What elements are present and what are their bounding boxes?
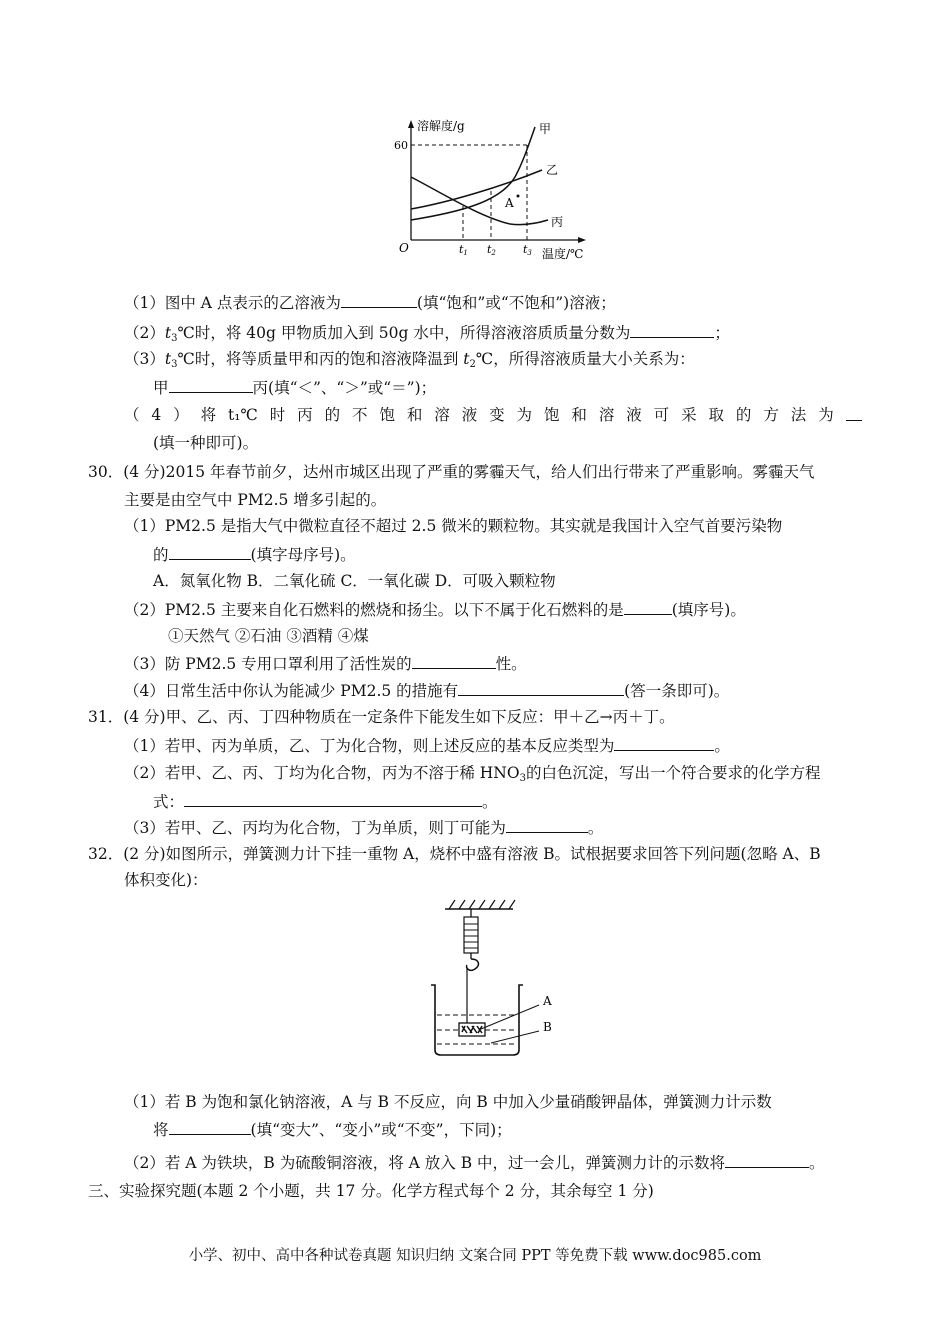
q29-part3: $(3)t_3℃$时，将等质量甲和丙的饱和溶液降温到 $t_2℃$，所得溶液质量大小关系为： xyxy=(124,350,695,370)
q30-part1a: （1）PM2.5 是指大气中微粒直径不超过 2.5 微米的颗粒物。其实就是我国计入空气首要污染物 xyxy=(124,517,783,535)
q30-options: A．氮氧化物 B．二氧化硫 C．一氧化碳 D．可吸入颗粒物 xyxy=(153,572,556,590)
solubility-graph xyxy=(390,112,610,264)
x-axis-arrow xyxy=(578,237,586,243)
t3-label: t3 xyxy=(523,243,532,257)
answer-blank[interactable] xyxy=(458,679,624,696)
curve-label-jia: 甲 xyxy=(539,122,552,136)
leader-a xyxy=(481,1005,539,1029)
section-3-heading: 三、实验探究题(本题 2 个小题，共 17 分。化学方程式每个 2 分，其余每空 1 分) xyxy=(88,1182,654,1200)
answer-blank[interactable] xyxy=(169,543,251,560)
origin-label: O xyxy=(399,241,409,255)
q30-part4: （4）日常生活中你认为能减少 PM2.5 的措施有 (答一条即可)。 xyxy=(124,679,729,702)
answer-blank[interactable] xyxy=(614,734,714,751)
q30-stem2: 主要是由空气中 PM2.5 增多引起的。 xyxy=(124,491,387,509)
q31-part2a: （2）若甲、乙、丙、丁均为化合物，丙为不溶于稀 $HNO_3$的白色沉淀，写出一个符合要求的化学方程 xyxy=(124,764,821,784)
y-tick-60: 60 xyxy=(394,139,408,152)
curve-label-bing: 丙 xyxy=(551,215,564,229)
answer-blank[interactable] xyxy=(846,404,862,421)
y-axis-arrow xyxy=(408,120,414,128)
answer-blank[interactable] xyxy=(169,376,253,393)
t2-label: t2 xyxy=(487,243,496,257)
q31-part1: （1）若甲、丙为单质，乙、丁为化合物，则上述反应的基本反应类型为 。 xyxy=(124,734,730,757)
t1-label: t1 xyxy=(459,243,468,257)
q30-part3: （3）防 PM2.5 专用口罩利用了活性炭的 性。 xyxy=(124,652,527,675)
q31-part2b: 式： 。 xyxy=(153,790,498,813)
answer-blank[interactable] xyxy=(412,652,496,669)
answer-blank[interactable] xyxy=(184,790,482,807)
curve-label-yi: 乙 xyxy=(546,163,559,177)
answer-blank[interactable] xyxy=(725,1151,809,1168)
q30-fuel-options: ①天然气 ②石油 ③酒精 ④煤 xyxy=(168,627,369,645)
xlabel: 温度/℃ xyxy=(542,247,584,261)
footer-text: 小学、初中、高中各种试卷真题 知识归纳 文案合同 PPT 等免费下载 www.doc985.com xyxy=(188,1248,762,1264)
q32-part1a: （1）若 B 为饱和氯化钠溶液，A 与 B 不反应，向 B 中加入少量硝酸钾晶体，弹簧测力计示数 xyxy=(124,1093,772,1111)
label-a: A xyxy=(543,994,552,1008)
spring-scale-diagram xyxy=(425,895,575,1065)
ylabel: 溶解度/g xyxy=(417,119,465,133)
curve-yi xyxy=(411,170,542,209)
answer-blank[interactable] xyxy=(169,1118,251,1135)
q32-stem2: 体积变化)： xyxy=(124,871,208,889)
ceiling-hatch xyxy=(449,900,515,909)
q29-part2: $(2)t_3℃$时，将 40g 甲物质加入到 50g 水中，所得溶液溶质质量分数为 ； xyxy=(124,321,730,350)
point-a-label: A xyxy=(505,196,514,210)
label-b: B xyxy=(543,1020,552,1034)
q30-stem1: 30．(4 分)2015 年春节前夕，达州市城区出现了严重的雾霾天气，给人们出行带来了严重影响。雾霾天气 xyxy=(88,463,815,481)
q29-part1: （1）图中 A 点表示的乙溶液为 (填“饱和”或“不饱和”)溶液； xyxy=(124,291,616,314)
q31-part3: （3）若甲、乙、丙均为化合物，丁为单质，则丁可能为 。 xyxy=(124,816,603,839)
answer-blank[interactable] xyxy=(506,816,588,833)
answer-blank[interactable] xyxy=(630,321,714,338)
q29-part4b: (填一种即可)。 xyxy=(153,434,259,452)
q32-part1b: 将 (填“变大”、“变小”或“不变”，下同)； xyxy=(153,1118,512,1141)
answer-blank[interactable] xyxy=(341,291,417,308)
q30-part1b: 的 (填字母序号)。 xyxy=(153,543,356,566)
q32-stem1: 32．(2 分)如图所示，弹簧测力计下挂一重物 A，烧杯中盛有溶液 B。试根据要求回答下列问题(忽略 A、B xyxy=(88,845,821,863)
leader-b xyxy=(491,1031,539,1043)
q32-part2: （2）若 A 为铁块，B 为硫酸铜溶液，将 A 放入 B 中，过一会儿，弹簧测力计的示数将 。 xyxy=(124,1151,825,1174)
q29-part3b: 甲 丙(填“＜”、“＞”或“＝”)； xyxy=(153,376,436,399)
point-a xyxy=(517,195,520,198)
q31-stem: 31．(4 分)甲、乙、丙、丁四种物质在一定条件下能发生如下反应：甲＋乙→丙＋丁。 xyxy=(88,708,675,726)
q29-part4: （ 4 ） 将 t₁℃ 时 丙 的 不 饱 和 溶 液 变 为 饱 和 溶 液 可 采 取 的 方 法 为 xyxy=(124,404,862,426)
curve-jia xyxy=(411,127,535,220)
scale-hook xyxy=(466,959,478,970)
answer-blank[interactable] xyxy=(624,598,672,615)
q30-part2: （2）PM2.5 主要来自化石燃料的燃烧和扬尘。以下不属于化石燃料的是 (填序号)。 xyxy=(124,598,746,621)
